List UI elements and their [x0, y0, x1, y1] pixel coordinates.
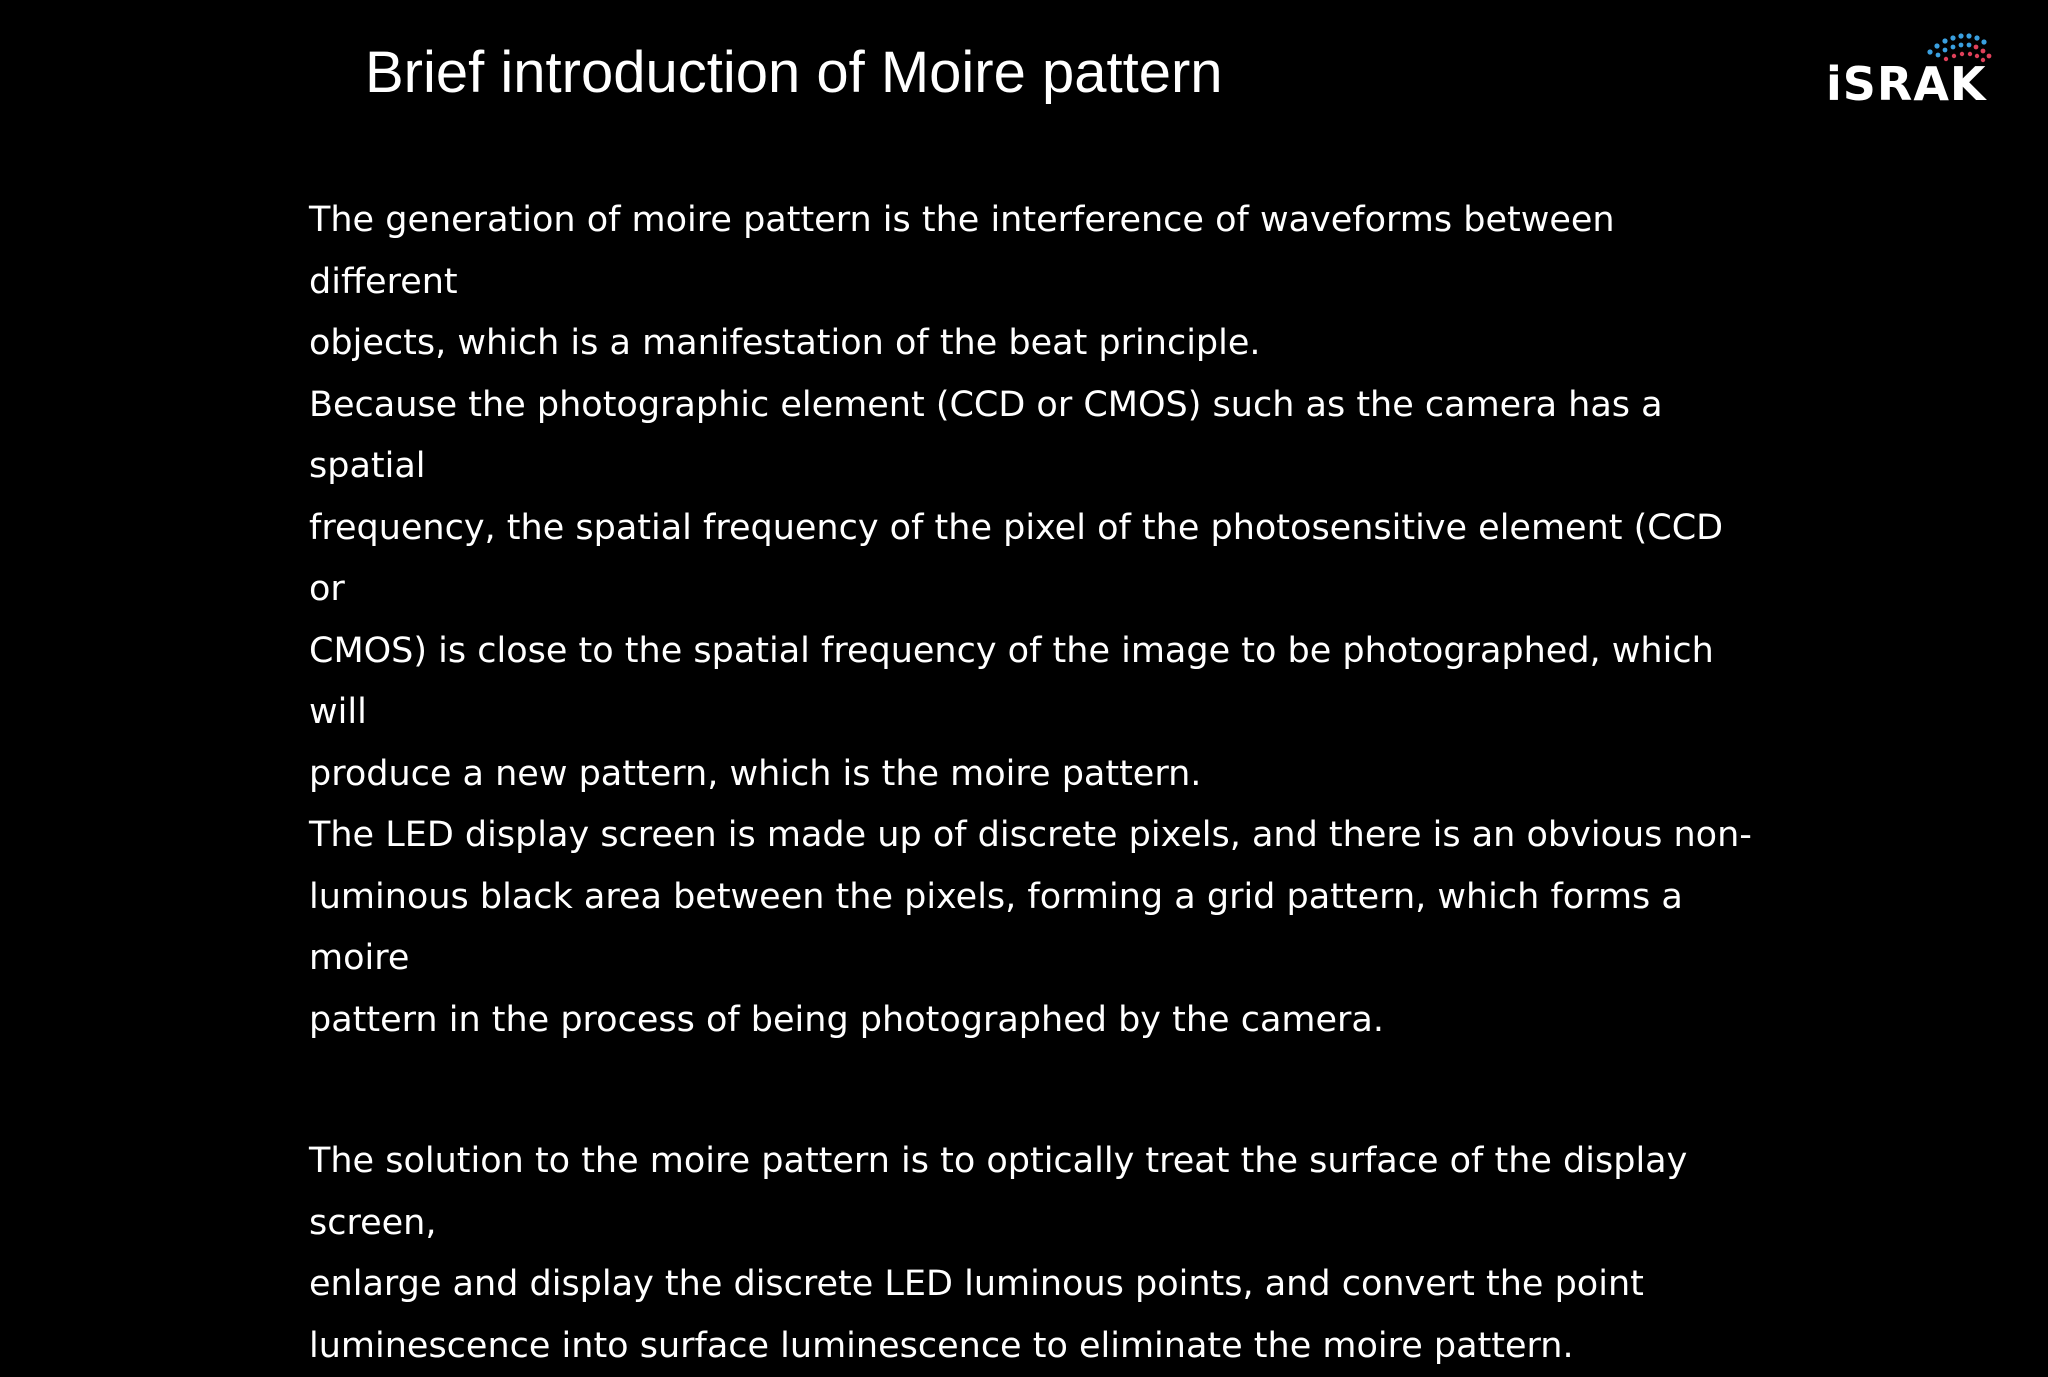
body-paragraph-2: The solution to the moire pattern is to optically treat the surface of the display screen, enlarge and display the discrete LED luminous points, and convert the point luminescence into surface luminescence to eliminate the moire pattern. — [309, 1141, 1688, 1366]
slide-title: Brief introduction of Moire pattern — [365, 40, 1223, 105]
brand-logo — [1826, 30, 1994, 110]
slide-body — [309, 190, 1759, 1377]
logo-wordmark: iSRAK — [1826, 57, 1987, 111]
paragraph-spacer — [309, 1051, 1759, 1131]
body-paragraph-1: The generation of moire pattern is the interference of waveforms between different objects, which is a manifestation of the beat principle. Because the photographic element (CCD or CMOS) such as the camera has a spatial frequency, the spatial frequency of the pixel of the photosensitive element (CCD or CMOS) is close to the spatial frequency of the image to be photographed, which will produce a new pattern, which is the moire pattern. The LED display screen is made up of discrete pixels, and there is an obvious non- luminous black area between the pixels, forming a grid pattern, which forms a moire pattern in the process of being photographed by the camera. — [309, 200, 1752, 1040]
